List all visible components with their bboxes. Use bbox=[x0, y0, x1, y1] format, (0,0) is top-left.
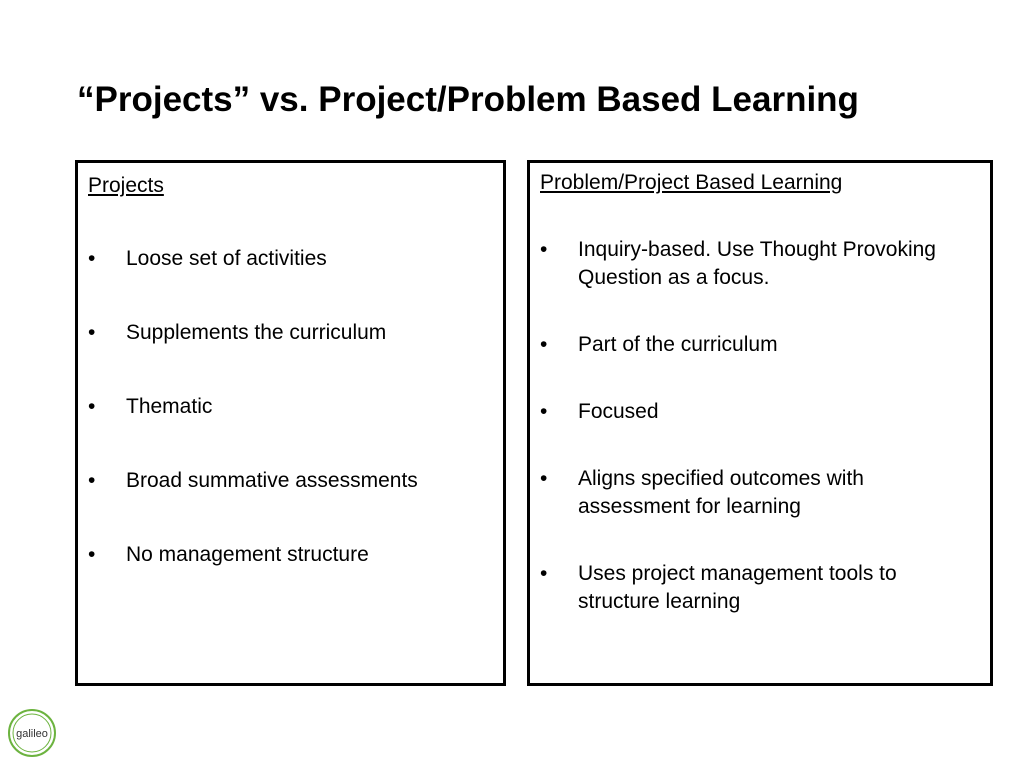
bullet-icon: • bbox=[88, 395, 96, 418]
list-item-text: Aligns specified outcomes with assessment for learning bbox=[578, 467, 864, 518]
bullet-icon: • bbox=[88, 543, 96, 566]
list-item-text: Broad summative assessments bbox=[126, 469, 418, 492]
list-item bbox=[88, 319, 503, 347]
logo-text: galileo bbox=[16, 728, 48, 740]
bullet-icon: • bbox=[88, 247, 96, 270]
projects-list bbox=[88, 245, 503, 569]
list-item bbox=[88, 393, 503, 421]
pbl-heading: Problem/Project Based Learning bbox=[540, 171, 843, 194]
list-item bbox=[88, 541, 503, 569]
list-item-text: Uses project management tools to structure learning bbox=[578, 562, 897, 613]
list-item bbox=[540, 398, 973, 426]
slide-title: “Projects” vs. Project/Problem Based Learning bbox=[77, 80, 859, 119]
projects-heading: Projects bbox=[88, 174, 164, 197]
pbl-box bbox=[527, 160, 993, 686]
list-item-text: No management structure bbox=[126, 543, 369, 566]
list-item bbox=[540, 331, 973, 359]
list-item bbox=[88, 245, 503, 273]
bullet-icon: • bbox=[540, 467, 548, 490]
list-item bbox=[540, 465, 973, 521]
bullet-icon: • bbox=[540, 400, 548, 423]
list-item-text: Thematic bbox=[126, 395, 213, 418]
list-item-text: Inquiry-based. Use Thought Provoking Question as a focus. bbox=[578, 238, 936, 289]
pbl-list bbox=[540, 236, 990, 616]
bullet-icon: • bbox=[88, 321, 96, 344]
list-item-text: Part of the curriculum bbox=[578, 333, 778, 356]
bullet-icon: • bbox=[540, 238, 548, 261]
bullet-icon: • bbox=[88, 469, 96, 492]
list-item-text: Focused bbox=[578, 400, 659, 423]
bullet-icon: • bbox=[540, 333, 548, 356]
list-item bbox=[540, 560, 973, 616]
projects-box bbox=[75, 160, 506, 686]
galileo-logo-icon bbox=[7, 708, 57, 758]
list-item-text: Supplements the curriculum bbox=[126, 321, 387, 344]
list-item bbox=[88, 467, 503, 495]
bullet-icon: • bbox=[540, 562, 548, 585]
list-item bbox=[540, 236, 973, 292]
list-item-text: Loose set of activities bbox=[126, 247, 327, 270]
